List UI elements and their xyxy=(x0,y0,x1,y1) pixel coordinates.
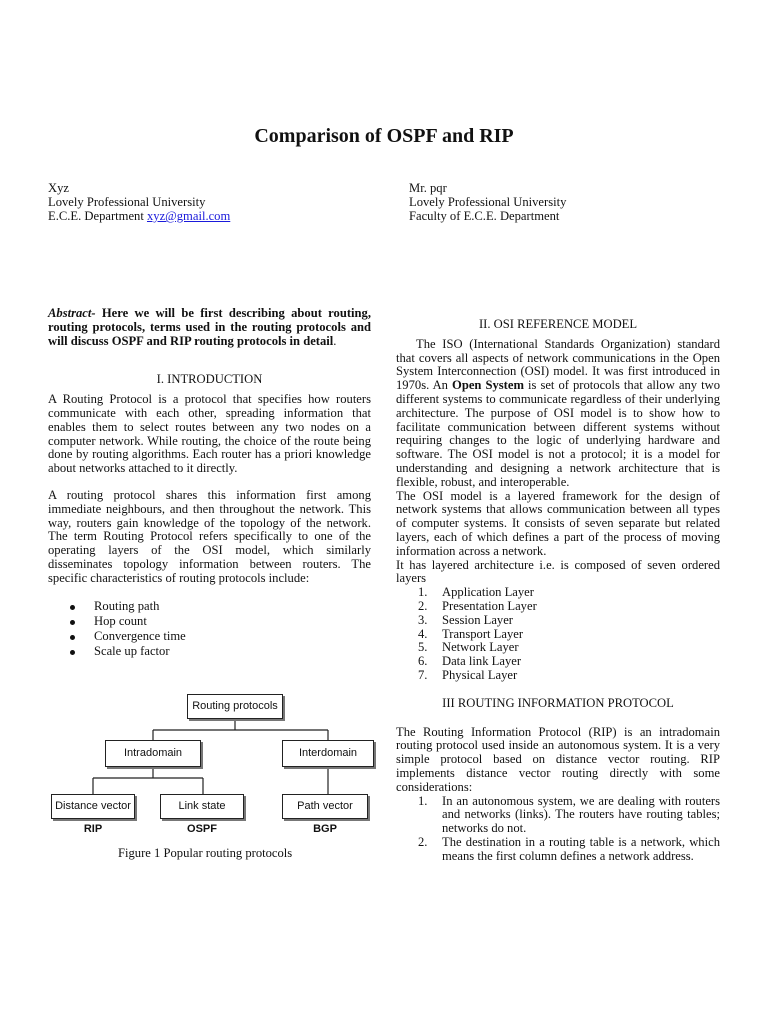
abstract xyxy=(48,307,371,348)
figure-node-interdomain: Interdomain xyxy=(282,740,374,767)
osi-paragraph-2: The OSI model is a layered framework for the design of network systems that allows communication between all types of computer systems. It consists of seven separate but related layers, each of which defines a part of the process of moving information across a network. xyxy=(396,488,720,558)
characteristics-list xyxy=(66,600,371,660)
bullet-icon xyxy=(70,650,75,655)
author-affiliation: Lovely Professional University xyxy=(48,195,206,209)
rip-paragraph-1: The Routing Information Protocol (RIP) is an intradomain routing protocol used inside an autonomous system. It is a very simple protocol based on distance vector routing. RIP implements distance vector routing directly with some considerations: xyxy=(396,724,720,794)
list-item: Hop count xyxy=(66,615,371,630)
author-dept: E.C.E. Department xyxy=(48,209,147,223)
intro-paragraph-1: A Routing Protocol is a protocol that specifies how routers communicate with each other, spreading information that enables them to select routes between any two nodes on a computer network. While routing, the choice of the route being done by routing algorithms. Each router has a priori knowledge about networks attached to it directly. xyxy=(48,392,371,476)
list-item: 2. Presentation Layer xyxy=(418,598,537,613)
author-block-right xyxy=(409,181,566,223)
routing-protocols-figure xyxy=(48,690,378,860)
author-name: Xyz xyxy=(48,181,69,195)
figure-tag-ospf: OSPF xyxy=(187,823,217,835)
paper-title: Comparison of OSPF and RIP xyxy=(254,125,514,147)
figure-node-path-vector: Path vector xyxy=(282,794,368,819)
author-dept-line xyxy=(48,209,230,223)
osi-paragraph-1: The ISO (International Standards Organization) standard that covers all aspects of network communications in the Open System Interconnection (OSI) model. It was first introduced in 1970s. An Open System is set of protocols that allow any two different systems to communicate regardless of their underlying architecture. The purpose of OSI model is to show how to facilitate communication between different systems without requiring changes to the logic of underlying hardware and software. The OSI model is not a protocol; it is a model for understanding and designing a network architecture that is flexible, robust, and interoperable. xyxy=(396,336,720,489)
list-item: Scale up factor xyxy=(66,645,371,660)
figure-node-root: Routing protocols xyxy=(187,694,283,719)
author-name: Mr. pqr xyxy=(409,181,447,195)
abstract-text: Here we will be first describing about routing, routing protocols, terms used in the routing protocols and will discuss OSPF and RIP routing protocols in detail xyxy=(48,306,371,348)
figure-caption: Figure 1 Popular routing protocols xyxy=(118,846,293,860)
list-item: 1. Application Layer xyxy=(418,585,534,600)
intro-paragraph-2: A routing protocol shares this information first among immediate neighbours, and then throughout the network. This way, routers gain knowledge of the topology of the network. The term Routing Protocol refers specifically to one of the operating layers of the OSI model, which similarly disseminates topology information between routers. The specific characteristics of routing protocols include: xyxy=(48,487,371,585)
list-item: 7. Physical Layer xyxy=(418,667,518,682)
osi-paragraph-3: It has layered architecture i.e. is composed of seven ordered layers xyxy=(396,557,720,586)
list-item: 5. Network Layer xyxy=(418,640,519,655)
osi-layers-list xyxy=(396,586,720,683)
figure-node-link-state: Link state xyxy=(160,794,244,819)
figure-node-distance-vector: Distance vector xyxy=(51,794,135,819)
author-affiliation: Lovely Professional University xyxy=(409,195,567,209)
bullet-icon xyxy=(70,605,75,610)
figure-tag-rip: RIP xyxy=(83,823,103,835)
open-system-term: Open System xyxy=(452,378,524,393)
list-item: 3. Session Layer xyxy=(418,612,513,627)
list-item: Routing path xyxy=(66,600,371,615)
bullet-icon xyxy=(70,620,75,625)
left-column xyxy=(48,307,371,660)
abstract-lead: Abstract- xyxy=(48,306,96,320)
list-item: 1. In an autonomous system, we are dealing with routers and networks (links). The routers have routing tables; networks do not. xyxy=(418,793,720,836)
author-block-left xyxy=(48,181,230,223)
list-item: 6. Data link Layer xyxy=(418,654,522,669)
figure-node-intradomain: Intradomain xyxy=(105,740,201,767)
rip-heading: III ROUTING INFORMATION PROTOCOL xyxy=(442,695,674,710)
author-email-link[interactable]: xyz@gmail.com xyxy=(146,209,231,223)
list-item: Convergence time xyxy=(66,630,371,645)
author-dept: Faculty of E.C.E. Department xyxy=(409,209,560,223)
list-item: 2. The destination in a routing table is a network, which means the first column defines a network address. xyxy=(418,834,720,863)
bullet-icon xyxy=(70,635,75,640)
right-column xyxy=(396,318,720,863)
rip-considerations-list xyxy=(396,795,720,864)
abstract-end: . xyxy=(333,333,337,348)
list-item: 4. Transport Layer xyxy=(418,626,524,641)
osi-heading: II. OSI REFERENCE MODEL xyxy=(478,317,638,331)
figure-tag-bgp: BGP xyxy=(313,823,337,835)
intro-heading: I. INTRODUCTION xyxy=(156,372,263,387)
